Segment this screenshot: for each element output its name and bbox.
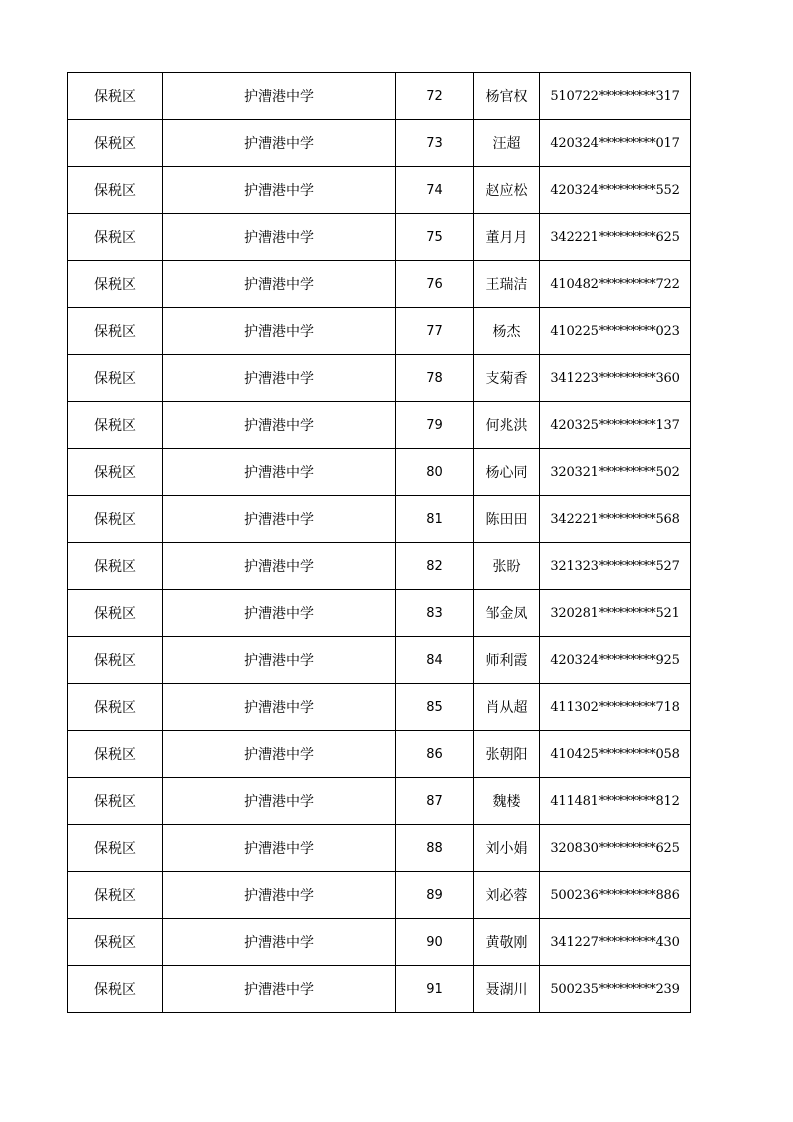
person-name-cell: 杨杰 — [474, 308, 540, 355]
school-cell: 护漕港中学 — [163, 496, 396, 543]
school-cell: 护漕港中学 — [163, 261, 396, 308]
table-row — [68, 167, 691, 214]
sequence-number-cell: 75 — [396, 214, 474, 261]
sequence-number-cell: 85 — [396, 684, 474, 731]
id-number-cell: 411302*********718 — [540, 684, 691, 731]
district-cell: 保税区 — [68, 120, 163, 167]
district-cell: 保税区 — [68, 214, 163, 261]
table-row — [68, 355, 691, 402]
district-cell: 保税区 — [68, 402, 163, 449]
district-cell: 保税区 — [68, 590, 163, 637]
table-row — [68, 825, 691, 872]
roster-table-body — [68, 73, 691, 1013]
sequence-number-cell: 90 — [396, 919, 474, 966]
district-cell: 保税区 — [68, 167, 163, 214]
sequence-number-cell: 82 — [396, 543, 474, 590]
id-number-cell: 410482*********722 — [540, 261, 691, 308]
table-row — [68, 731, 691, 778]
table-row — [68, 778, 691, 825]
table-row — [68, 919, 691, 966]
person-name-cell: 赵应松 — [474, 167, 540, 214]
sequence-number-cell: 81 — [396, 496, 474, 543]
school-cell: 护漕港中学 — [163, 308, 396, 355]
district-cell: 保税区 — [68, 449, 163, 496]
table-row — [68, 966, 691, 1013]
school-cell: 护漕港中学 — [163, 919, 396, 966]
person-name-cell: 魏楼 — [474, 778, 540, 825]
table-row — [68, 496, 691, 543]
id-number-cell: 321323*********527 — [540, 543, 691, 590]
district-cell: 保税区 — [68, 966, 163, 1013]
sequence-number-cell: 88 — [396, 825, 474, 872]
id-number-cell: 420324*********925 — [540, 637, 691, 684]
table-row — [68, 402, 691, 449]
person-name-cell: 王瑞洁 — [474, 261, 540, 308]
school-cell: 护漕港中学 — [163, 872, 396, 919]
table-row — [68, 261, 691, 308]
roster-table — [67, 72, 691, 1013]
table-row — [68, 214, 691, 261]
school-cell: 护漕港中学 — [163, 449, 396, 496]
id-number-cell: 500235*********239 — [540, 966, 691, 1013]
sequence-number-cell: 72 — [396, 73, 474, 120]
school-cell: 护漕港中学 — [163, 731, 396, 778]
school-cell: 护漕港中学 — [163, 684, 396, 731]
person-name-cell: 汪超 — [474, 120, 540, 167]
district-cell: 保税区 — [68, 496, 163, 543]
district-cell: 保税区 — [68, 261, 163, 308]
person-name-cell: 支菊香 — [474, 355, 540, 402]
id-number-cell: 341227*********430 — [540, 919, 691, 966]
table-row — [68, 543, 691, 590]
table-row — [68, 684, 691, 731]
school-cell: 护漕港中学 — [163, 825, 396, 872]
sequence-number-cell: 84 — [396, 637, 474, 684]
id-number-cell: 420324*********552 — [540, 167, 691, 214]
table-row — [68, 872, 691, 919]
district-cell: 保税区 — [68, 543, 163, 590]
person-name-cell: 邹金凤 — [474, 590, 540, 637]
person-name-cell: 聂湖川 — [474, 966, 540, 1013]
school-cell: 护漕港中学 — [163, 167, 396, 214]
sequence-number-cell: 89 — [396, 872, 474, 919]
sequence-number-cell: 78 — [396, 355, 474, 402]
table-row — [68, 637, 691, 684]
person-name-cell: 张朝阳 — [474, 731, 540, 778]
district-cell: 保税区 — [68, 684, 163, 731]
id-number-cell: 411481*********812 — [540, 778, 691, 825]
id-number-cell: 320830*********625 — [540, 825, 691, 872]
table-row — [68, 308, 691, 355]
table-row — [68, 120, 691, 167]
sequence-number-cell: 87 — [396, 778, 474, 825]
district-cell: 保税区 — [68, 308, 163, 355]
school-cell: 护漕港中学 — [163, 120, 396, 167]
sequence-number-cell: 76 — [396, 261, 474, 308]
district-cell: 保税区 — [68, 731, 163, 778]
school-cell: 护漕港中学 — [163, 778, 396, 825]
person-name-cell: 刘必蓉 — [474, 872, 540, 919]
district-cell: 保税区 — [68, 872, 163, 919]
school-cell: 护漕港中学 — [163, 402, 396, 449]
person-name-cell: 陈田田 — [474, 496, 540, 543]
school-cell: 护漕港中学 — [163, 355, 396, 402]
school-cell: 护漕港中学 — [163, 543, 396, 590]
sequence-number-cell: 83 — [396, 590, 474, 637]
person-name-cell: 杨官权 — [474, 73, 540, 120]
person-name-cell: 肖从超 — [474, 684, 540, 731]
school-cell: 护漕港中学 — [163, 966, 396, 1013]
table-row — [68, 73, 691, 120]
id-number-cell: 420325*********137 — [540, 402, 691, 449]
sequence-number-cell: 80 — [396, 449, 474, 496]
id-number-cell: 342221*********568 — [540, 496, 691, 543]
person-name-cell: 师利霞 — [474, 637, 540, 684]
person-name-cell: 何兆洪 — [474, 402, 540, 449]
sequence-number-cell: 79 — [396, 402, 474, 449]
sequence-number-cell: 74 — [396, 167, 474, 214]
id-number-cell: 420324*********017 — [540, 120, 691, 167]
roster-sheet — [67, 72, 690, 1013]
district-cell: 保税区 — [68, 919, 163, 966]
district-cell: 保税区 — [68, 825, 163, 872]
school-cell: 护漕港中学 — [163, 637, 396, 684]
person-name-cell: 杨心同 — [474, 449, 540, 496]
school-cell: 护漕港中学 — [163, 73, 396, 120]
person-name-cell: 刘小娟 — [474, 825, 540, 872]
sequence-number-cell: 86 — [396, 731, 474, 778]
table-row — [68, 449, 691, 496]
district-cell: 保税区 — [68, 778, 163, 825]
district-cell: 保税区 — [68, 355, 163, 402]
id-number-cell: 410425*********058 — [540, 731, 691, 778]
person-name-cell: 黄敬刚 — [474, 919, 540, 966]
school-cell: 护漕港中学 — [163, 590, 396, 637]
id-number-cell: 510722*********317 — [540, 73, 691, 120]
district-cell: 保税区 — [68, 73, 163, 120]
id-number-cell: 320281*********521 — [540, 590, 691, 637]
id-number-cell: 320321*********502 — [540, 449, 691, 496]
school-cell: 护漕港中学 — [163, 214, 396, 261]
table-row — [68, 590, 691, 637]
id-number-cell: 500236*********886 — [540, 872, 691, 919]
sequence-number-cell: 73 — [396, 120, 474, 167]
person-name-cell: 董月月 — [474, 214, 540, 261]
sequence-number-cell: 91 — [396, 966, 474, 1013]
sequence-number-cell: 77 — [396, 308, 474, 355]
id-number-cell: 342221*********625 — [540, 214, 691, 261]
person-name-cell: 张盼 — [474, 543, 540, 590]
id-number-cell: 341223*********360 — [540, 355, 691, 402]
id-number-cell: 410225*********023 — [540, 308, 691, 355]
district-cell: 保税区 — [68, 637, 163, 684]
